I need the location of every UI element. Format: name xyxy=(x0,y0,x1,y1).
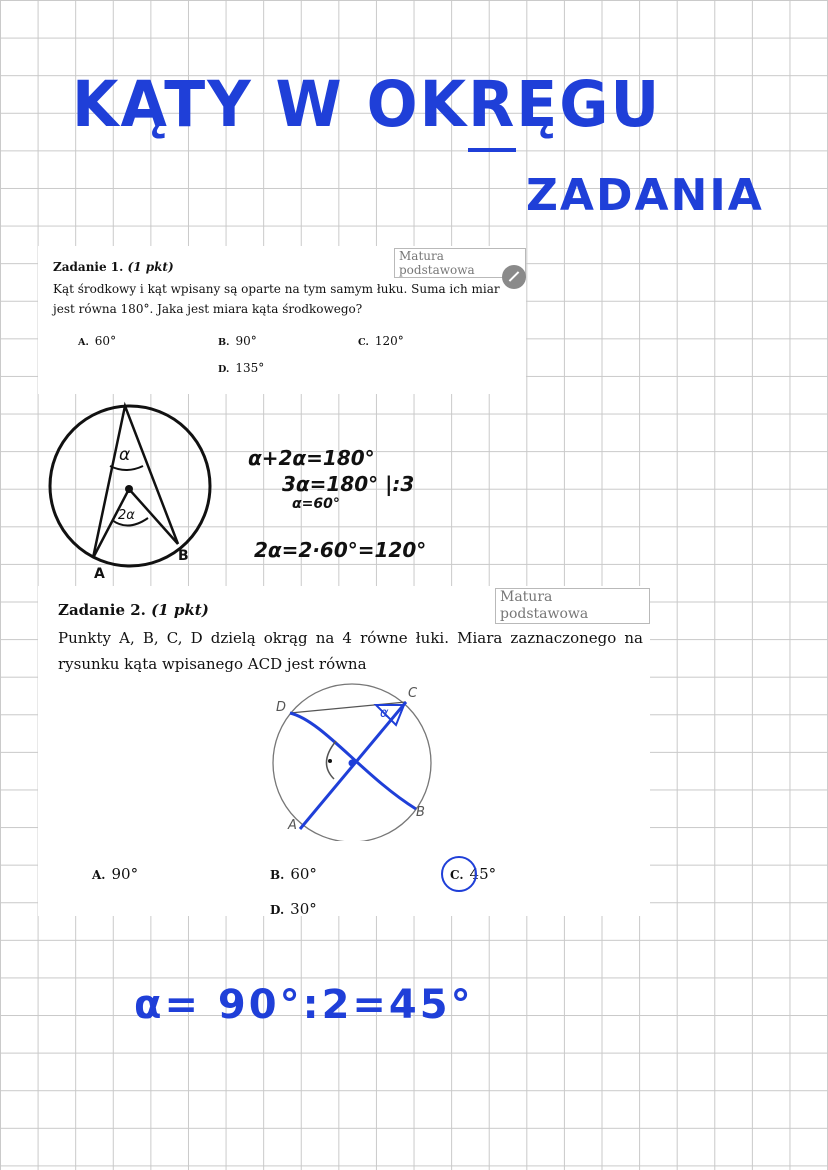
task2-option-a: A. 90° xyxy=(92,865,139,883)
angle-dot xyxy=(328,759,332,763)
task1-option-b: B. 90° xyxy=(218,334,257,348)
task2-number: Zadanie 2. xyxy=(58,601,146,619)
task1-question: Kąt środkowy i kąt wpisany są oparte na tym samym łuku. Suma ich miar jest równa 180°. Jaka jest miara kąta środkowego? xyxy=(53,282,500,316)
chord-dc xyxy=(290,702,406,713)
selected-answer-circle xyxy=(441,856,477,892)
point-b-label: B xyxy=(178,548,189,564)
two-alpha-label: 2α xyxy=(118,508,135,523)
task2-solution: α= 90°:2=45° xyxy=(134,982,474,1028)
task2-circle-figure xyxy=(268,681,438,841)
page-subtitle: ZADANIA xyxy=(526,170,764,221)
task1-option-d: D. 135° xyxy=(218,361,265,375)
task1-option-a: A. 60° xyxy=(78,334,117,348)
alpha-label: α xyxy=(119,445,131,465)
task1-option-c: C. 120° xyxy=(358,334,404,348)
exam-level-badge: Matura podstawowa xyxy=(495,588,650,624)
pencil-edit-icon[interactable] xyxy=(502,265,526,289)
task1-points: (1 pkt) xyxy=(127,260,174,274)
work-line-4: 2α=2·60°=120° xyxy=(254,538,427,562)
task2-question: Punkty A, B, C, D dzielą okrąg na 4 równe łuki. Miara zaznaczonego na rysunku kąta wpisanego ACD jest równa xyxy=(58,629,643,673)
task1-circle-figure xyxy=(40,398,230,588)
exam-level-badge: Matura podstawowa xyxy=(394,248,526,278)
work-line-2: 3α=180° |:3 xyxy=(282,472,415,496)
task2-option-d: D. 30° xyxy=(270,900,317,918)
task1-title xyxy=(53,260,174,274)
alpha-label: α xyxy=(380,706,389,721)
point-a-label: A xyxy=(288,818,297,833)
point-c-label: C xyxy=(408,686,418,701)
point-d-label: D xyxy=(276,700,287,715)
page-title: KĄTY W OKRĘGU xyxy=(72,68,662,142)
center-point xyxy=(349,760,356,767)
alpha-arc xyxy=(110,466,143,470)
task2-option-b: B. 60° xyxy=(270,865,317,883)
title-underline xyxy=(468,148,516,152)
point-b-label: B xyxy=(416,805,425,820)
task1-card xyxy=(38,246,526,394)
work-line-1: α+2α=180° xyxy=(248,446,375,470)
task2-title xyxy=(58,601,209,619)
task2-points: (1 pkt) xyxy=(151,601,209,619)
center-point xyxy=(125,485,133,493)
task2-option-c: C. 45° xyxy=(450,865,497,883)
task2-card xyxy=(38,586,650,916)
work-line-3: α=60° xyxy=(292,496,340,512)
task1-number: Zadanie 1. xyxy=(53,260,124,274)
point-a-label: A xyxy=(94,566,105,582)
